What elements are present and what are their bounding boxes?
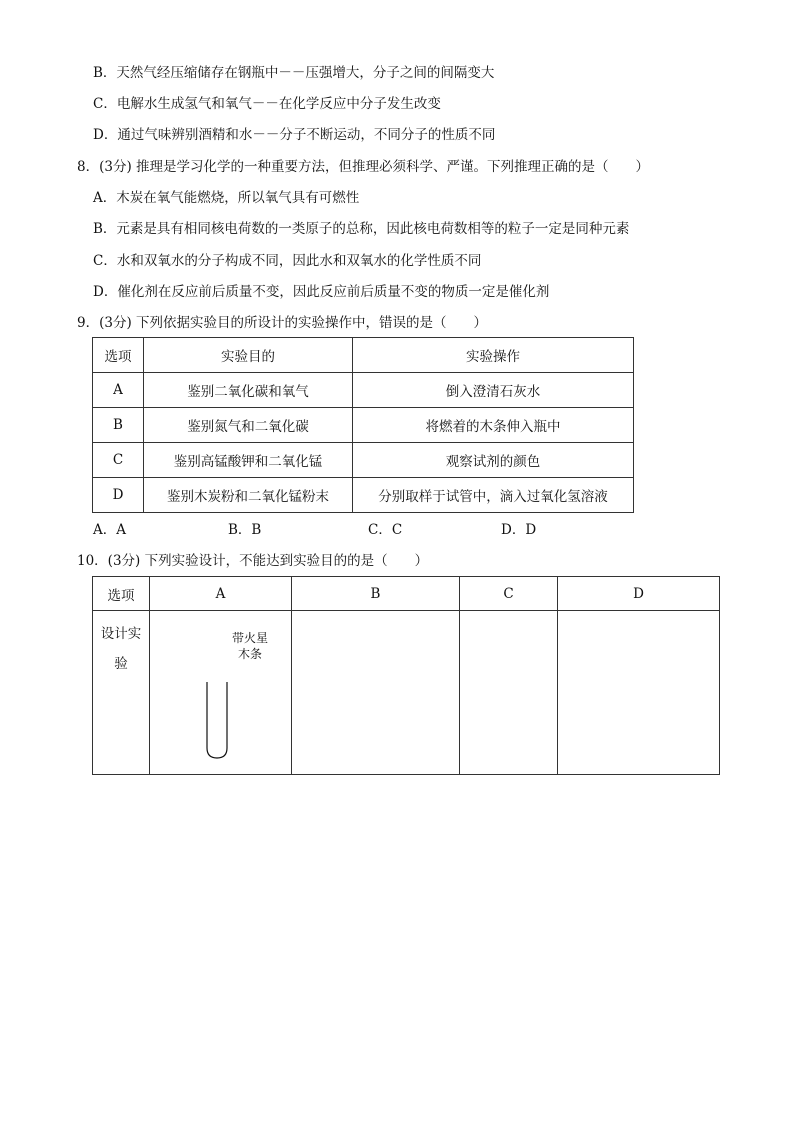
table-header-cell: 实验目的 [144,338,353,373]
figure-c-cell [460,611,558,775]
table-cell: B [93,408,144,443]
q9-table [92,337,634,513]
q8-option-c: C．水和双氧水的分子构成不同，因此水和双氧水的化学性质不同 [93,253,482,269]
q8-stem: 8．(3分) 推理是学习化学的一种重要方法，但推理必须科学、严谨。下列推理正确的是（ ） [77,159,650,175]
table-cell: 观察试剂的颜色 [353,443,634,478]
table-header-cell: 实验操作 [353,338,634,373]
figure-b-cell [292,611,460,775]
q10-stem: 10．(3分) 下列实验设计，不能达到实验目的的是（ ） [77,553,429,569]
table-cell: 鉴别二氧化碳和氧气 [144,373,353,408]
q9-answer-c: C．C [368,522,403,538]
figure-a-cell [150,611,292,775]
figure-a-test-tubes [150,612,291,774]
q7-option-d: D．通过气味辨别酒精和水－－分子不断运动，不同分子的性质不同 [93,127,496,143]
table-cell: A [93,373,144,408]
table-header-cell: D [558,577,720,611]
design-label-cell [93,611,150,775]
table-header-row [93,577,720,611]
q8-option-a: A．木炭在氧气能燃烧，所以氧气具有可燃性 [93,190,360,206]
table-row [93,408,634,443]
label-ember-2: 木条 [238,646,263,661]
table-cell: C [93,443,144,478]
table-row [93,443,634,478]
table-cell: 鉴别高锰酸钾和二氧化锰 [144,443,353,478]
q9-answer-b: B．B [228,522,262,538]
q9-answer-d: D．D [501,522,537,538]
q10-table [92,576,720,775]
table-cell: 分别取样于试管中，滴入过氧化氢溶液 [353,478,634,513]
table-cell: 倒入澄清石灰水 [353,373,634,408]
table-header-row [93,338,634,373]
q7-option-c: C．电解水生成氢气和氧气－－在化学反应中分子发生改变 [93,96,441,112]
table-header-cell: A [150,577,292,611]
q8-option-d: D．催化剂在反应前后质量不变，因此反应前后质量不变的物质一定是催化剂 [93,284,550,300]
design-label-line: 验 [114,656,128,672]
q9-stem: 9．(3分) 下列依据实验目的所设计的实验操作中，错误的是（ ） [77,315,488,331]
figure-d-cell [558,611,720,775]
design-label-line: 设计实 [100,626,142,642]
q7-option-b: B．天然气经压缩储存在钢瓶中－－压强增大，分子之间的间隔变大 [93,65,495,81]
table-row [93,373,634,408]
table-cell: 鉴别氮气和二氧化碳 [144,408,353,443]
label-ember-1: 带火星 [232,630,269,645]
table-header-cell: C [460,577,558,611]
table-cell: D [93,478,144,513]
table-header-cell: 选项 [93,338,144,373]
table-header-cell: 选项 [93,577,150,611]
table-cell: 将燃着的木条伸入瓶中 [353,408,634,443]
table-cell: 鉴别木炭粉和二氧化锰粉末 [144,478,353,513]
q8-option-b: B．元素是具有相同核电荷数的一类原子的总称，因此核电荷数相等的粒子一定是同种元素 [93,221,630,237]
table-header-cell: B [292,577,460,611]
q9-answer-a: A．A [93,522,126,538]
table-row [93,611,720,775]
table-row [93,478,634,513]
